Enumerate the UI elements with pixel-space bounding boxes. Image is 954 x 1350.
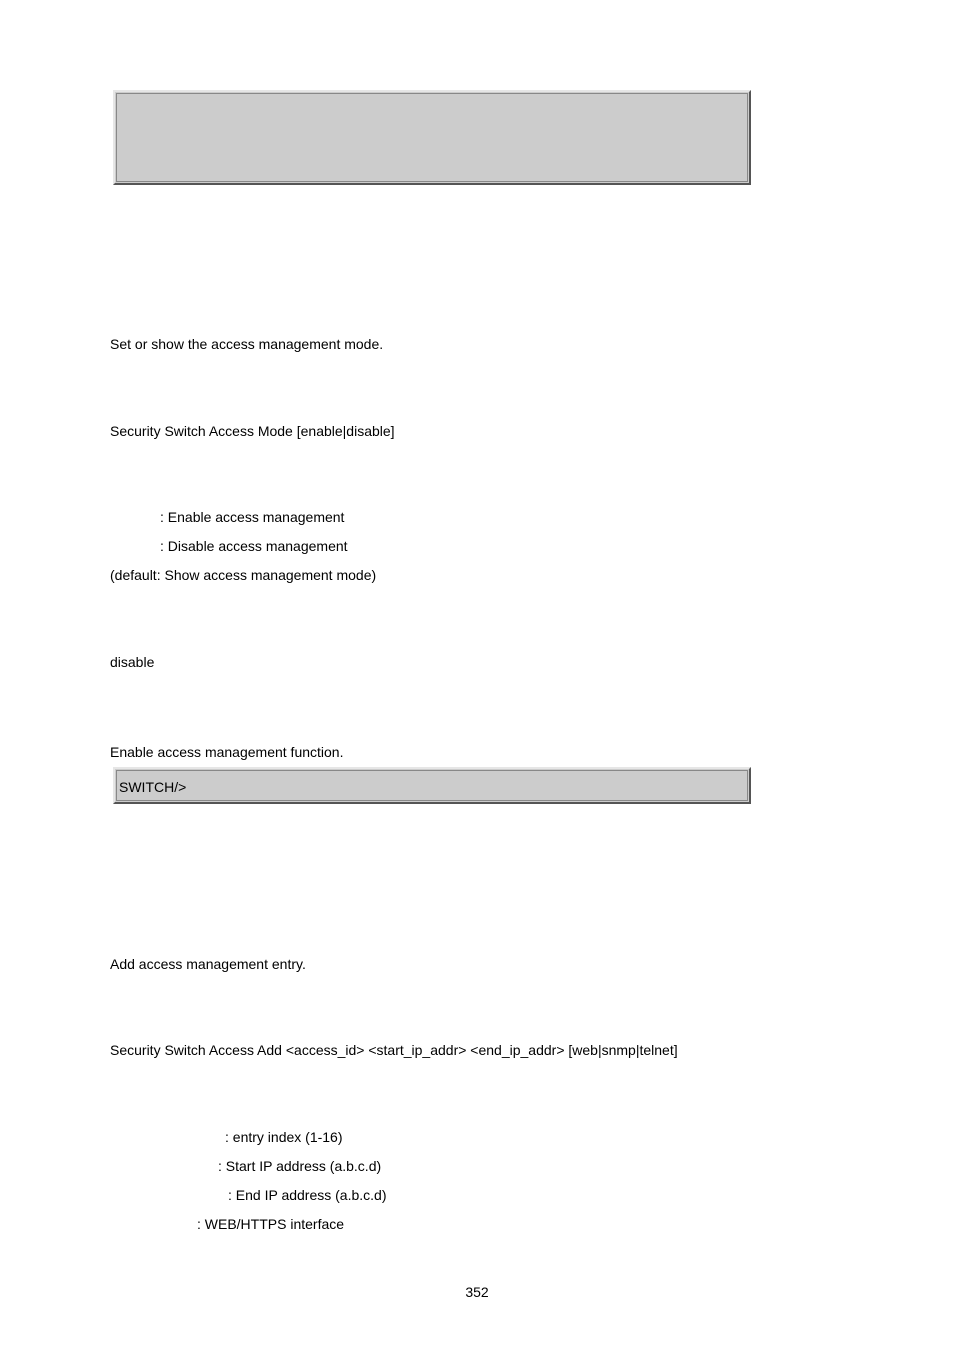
mode-syntax: Security Switch Access Mode [enable|disable] [110, 423, 395, 439]
mode-param-default: (default: Show access management mode) [110, 567, 377, 583]
add-description: Add access management entry. [110, 956, 306, 972]
command-header-box [113, 90, 751, 185]
add-param-web: : WEB/HTTPS interface [197, 1216, 345, 1232]
example-command-box [113, 767, 751, 804]
mode-default-value: disable [110, 654, 155, 670]
add-param-access-id: : entry index (1-16) [225, 1129, 343, 1145]
add-syntax: Security Switch Access Add <access_id> <start_ip_addr> <end_ip_addr> [web|snmp|telnet] [110, 1042, 678, 1058]
add-param-start-ip: : Start IP address (a.b.c.d) [218, 1158, 382, 1174]
example-command: SWITCH/> [119, 779, 187, 795]
page-number: 352 [465, 1284, 489, 1300]
mode-description: Set or show the access management mode. [110, 336, 384, 352]
mode-param-disable: : Disable access management [160, 538, 348, 554]
add-param-end-ip: : End IP address (a.b.c.d) [228, 1187, 387, 1203]
mode-param-enable: : Enable access management [160, 509, 345, 525]
mode-example-description: Enable access management function. [110, 744, 344, 760]
